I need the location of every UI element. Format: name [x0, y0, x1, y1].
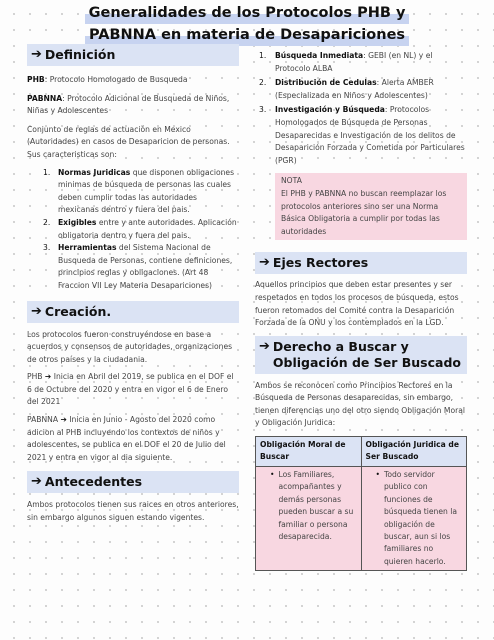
- table-cell: [256, 466, 362, 570]
- list-item-term: Normas Juridicas: [58, 167, 131, 177]
- table-row: [256, 466, 467, 570]
- list-item: [43, 167, 239, 217]
- phb-definition: [27, 74, 239, 87]
- protocolos-anteriores-list: [255, 50, 467, 167]
- pabnna-timeline-text: Inicia en Junio - Agosto del 2020 como adicion al PHB incluyendo los contextos de niños y adolescentes, se publica en el DOF el 20 de Julio del 2021 y entra en vigor al dia siguiente.: [27, 415, 226, 462]
- list-item: [259, 50, 467, 75]
- list-item-term: Herramientas: [58, 243, 117, 253]
- nota-label: NOTA: [281, 176, 302, 186]
- arrow-right-icon: ➔: [60, 415, 67, 425]
- nota-text: El PHB y PABNNA no buscan reemplazar los protocolos anteriores sino ser una Norma Básica Obligatoria a cumplir por todas las autoridades: [281, 188, 447, 236]
- table-cell-text: Los Familiares, acompañantes y demás personas pueden buscar a su familiar o persona desaparecida.: [278, 469, 354, 541]
- list-item-text: : GEBI (en NL) y el Protocolo ALBA: [275, 51, 433, 73]
- list-item-text: : Alerta AMBER (Especializada en Niños y Adolescentes): [275, 78, 434, 100]
- table-header-row: [256, 437, 467, 467]
- definicion-heading: [27, 44, 239, 66]
- antecedentes-text: Ambos protocolos tienen sus raices en otros anteriores, sin embargo algunos siguen estando vigentes.: [27, 500, 239, 523]
- derecho-heading: [255, 336, 467, 374]
- pabnna-text: : Protocolo Adicional de Busqueda de Niños, Niñas y Adolescentes: [27, 93, 230, 116]
- arrow-right-icon: ➔: [259, 338, 270, 354]
- list-item-text: del Sistema Nacional de Busqueda de Personas, contiene definiciones, principios reglas y obligaciones. (Art 48 Fraccion VII Ley Materia Desapariciones): [58, 243, 233, 290]
- phb-text: : Protocolo Homologado de Busqueda: [44, 75, 188, 84]
- table-cell: [361, 466, 467, 570]
- arrow-right-icon: ➔: [31, 47, 42, 62]
- pabnna-definition: [27, 93, 239, 118]
- list-item: [259, 77, 467, 102]
- list-item: [43, 242, 239, 292]
- arrow-right-icon: ➔: [259, 255, 270, 271]
- arrow-right-icon: ➔: [31, 474, 42, 490]
- arrow-right-icon: ➔: [31, 303, 42, 319]
- list-item-term: Búsqueda Inmediata: [275, 51, 364, 60]
- phb-label: PHB: [27, 372, 43, 382]
- list-item-number: 3.: [259, 105, 267, 115]
- pabnna-term: PABNNA: [27, 93, 63, 103]
- list-item-number: 2.: [259, 78, 267, 88]
- list-item-term: Exigibles: [58, 217, 97, 227]
- list-item-term: Distribución de Cedulas: [275, 78, 377, 88]
- definicion-heading-label: Definición: [44, 47, 116, 62]
- pabnna-label: PABNNA: [27, 415, 59, 425]
- phb-term: PHB: [27, 75, 45, 84]
- title-line-2: PABNNA en materia de Desapariciones: [85, 24, 409, 46]
- ejes-heading-label: Ejes Rectores: [272, 255, 369, 271]
- bullet-icon: •: [375, 469, 380, 479]
- right-column: [255, 44, 467, 571]
- obligaciones-table: [255, 436, 467, 571]
- antecedentes-heading: [27, 471, 239, 493]
- antecedentes-heading-label: Antecedentes: [44, 474, 143, 490]
- table-header: Obligación Juridica de Ser Buscado: [361, 437, 467, 467]
- phb-timeline-text: Inicia en Abril del 2019, se publica en el DOF el 6 de Octubre del 2020 y entra en vigor el 6 de Enero del 2021: [27, 372, 234, 407]
- arrow-right-icon: ➔: [44, 372, 52, 382]
- list-item-number: 3.: [43, 243, 51, 253]
- list-item-number: 2.: [43, 217, 51, 227]
- ejes-heading: [255, 252, 467, 274]
- ejes-text: Aquellos principios que deben estar presentes y ser respetados en todos los procesos de búsqueda, estos fueron retomados del Comité contra la Desaparición Forzada de la ONU y los contemplados en la LGD.: [255, 280, 459, 328]
- caracteristicas-list: [27, 167, 239, 293]
- derecho-heading-label: Derecho a Buscar y Obligación de Ser Buscado: [272, 338, 461, 370]
- nota-box: [275, 173, 467, 240]
- creacion-text: Los protocolos fueron construyéndose en base a acuerdos y consensos de autoridades, organizaciones de otros países y la ciudadania.: [27, 329, 233, 364]
- pabnna-timeline: [27, 414, 239, 464]
- list-item-text: entre y ante autoridades. Aplicación obligatoria dentro y fuera del pais.: [58, 217, 237, 240]
- list-item: [43, 217, 239, 242]
- table-cell-text: Todo servidor publico con funciones de búsqueda tienen la obligación de buscar, aun si los familiares no quieren hacerlo.: [383, 469, 458, 566]
- list-item: [259, 104, 467, 167]
- list-item-number: 1.: [259, 51, 267, 60]
- creacion-heading-label: Creación.: [44, 303, 112, 319]
- page-title: [0, 2, 494, 46]
- title-line-1: Generalidades de los Protocolos PHB y: [85, 2, 410, 24]
- left-column: [27, 44, 239, 525]
- list-item-text: : Protocolos Homologados de Búsqueda de Personas Desaparecidas e Investigación de los delitos de Desaparición Forzada y Cometida por Particulares (PGR): [275, 105, 465, 165]
- bullet-icon: •: [270, 469, 275, 479]
- list-item-term: Investigación y Búsqueda: [275, 105, 385, 115]
- table-header: Obligación Moral de Buscar: [256, 437, 362, 467]
- phb-timeline: [27, 371, 239, 409]
- list-item-text: que disponen obligaciones minimas de búsqueda de personas las cuales deben cumplir todas las autoridades mexicanas dentro y fuera del pais.: [58, 167, 235, 215]
- derecho-text: Ambos se reconocen como Principios Rectores en la Búsqueda de Personas desaparecidas, sin embargo, tienen diferencias uno del otro siendo Obligación Moral y Obligación Juridica:: [255, 380, 465, 428]
- list-item-number: 1.: [43, 167, 51, 177]
- conjunto-text: Conjunto de reglas de actuación en Mexico (Autoridades) en casos de Desaparicion de personas. Sus caracteristicas son:: [27, 124, 230, 159]
- creacion-heading: [27, 301, 239, 323]
